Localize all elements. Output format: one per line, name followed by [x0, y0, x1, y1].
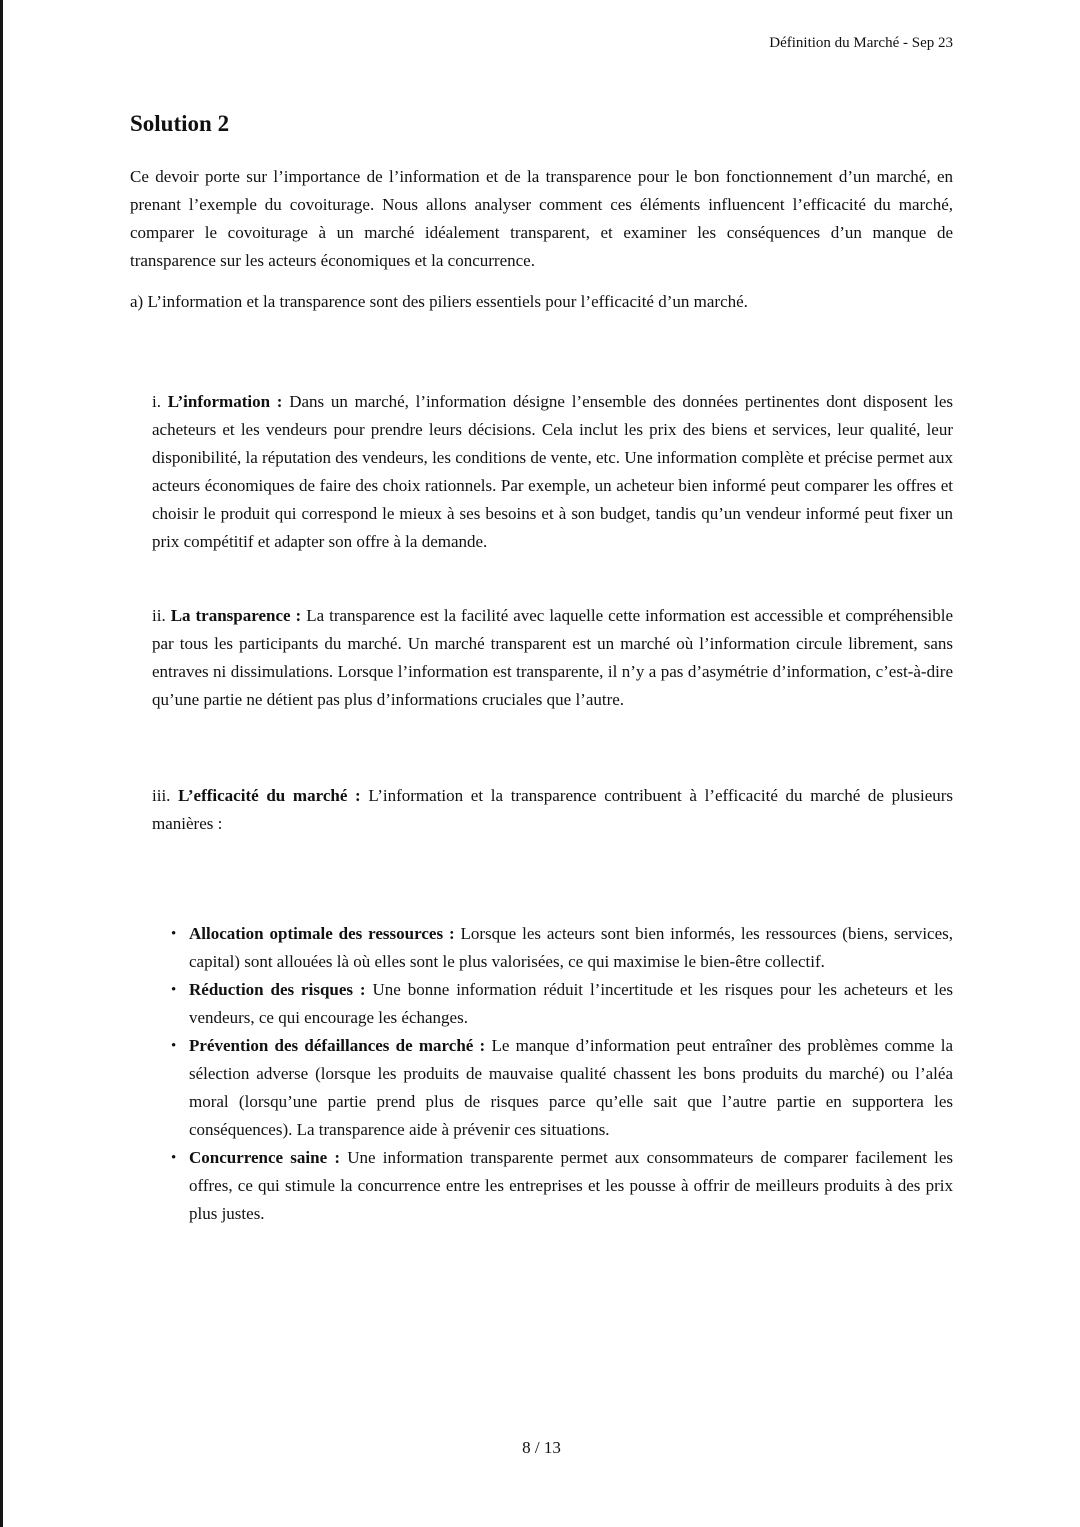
bullet-icon: •: [171, 982, 177, 998]
intro-paragraph: Ce devoir porte sur l’importance de l’information et de la transparence pour le bon fonctionnement d’un marché, en prenant l’exemple du covoiturage. Nous allons analyser comment ces éléments influencent l’efficacité du marché, comparer le covoiturage à un marché idéalement transparent, et examiner les conséquences d’un manque de transparence sur les acteurs économiques et la concurrence.: [130, 167, 953, 270]
header-title: Définition du Marché - Sep 23: [769, 35, 953, 51]
item-lead: L’efficacité du marché :: [178, 786, 361, 805]
roman-item-i: [130, 388, 953, 556]
part-a-statement: a) L’information et la transparence sont des piliers essentiels pour l’efficacité d’un marché.: [130, 292, 748, 311]
bullet-lead: Allocation optimale des ressources :: [189, 924, 455, 943]
item-text: La transparence est la facilité avec laquelle cette information est accessible et compréhensible par tous les participants du marché. Un marché transparent est un marché où l’information circule librement, sans entraves ni dissimulations. Lorsque l’information est transparente, il n’y a pas d’asymétrie d’information, c’est-à-dire qu’une partie ne détient pas plus d’informations cruciales que l’autre.: [152, 606, 954, 709]
item-number: iii.: [152, 786, 171, 805]
item-text: L’information et la transparence contribuent à l’efficacité du marché de plusieurs manières :: [152, 786, 954, 833]
item-number: ii.: [152, 606, 166, 625]
bullet-item: [171, 1144, 953, 1228]
bullet-text: Une information transparente permet aux consommateurs de comparer facilement les offres, ce qui stimule la concurrence entre les entreprises et les pousse à offrir de meilleurs produits à des prix plus justes.: [189, 1148, 954, 1223]
bullet-lead: Concurrence saine :: [189, 1148, 341, 1167]
roman-item-iii: [130, 782, 953, 838]
bullet-lead: Réduction des risques :: [189, 980, 366, 999]
bullet-item: [171, 1032, 953, 1144]
roman-item-ii: [130, 602, 953, 714]
item-text: Dans un marché, l’information désigne l’ensemble des données pertinentes dont disposent les acheteurs et les vendeurs pour prendre leurs décisions. Cela inclut les prix des biens et services, leur qualité, leur disponibilité, la réputation des vendeurs, les conditions de vente, etc. Une information complète et précise permet aux acteurs économiques de faire des choix rationnels. Par exemple, un acheteur bien informé peut comparer les offres et choisir le produit qui correspond le mieux à ses besoins et à son budget, tandis qu’un vendeur informé peut fixer un prix compétitif et adapter son offre à la demande.: [152, 392, 954, 551]
bullet-list: [171, 920, 953, 1228]
bullet-item: [171, 920, 953, 976]
item-number: i.: [152, 392, 161, 411]
bullet-lead: Prévention des défaillances de marché :: [189, 1036, 486, 1055]
bullet-text: Une bonne information réduit l’incertitude et les risques pour les acheteurs et les vendeurs, ce qui encourage les échanges.: [189, 980, 953, 1027]
page-header: [130, 34, 953, 53]
bullet-text: Lorsque les acteurs sont bien informés, les ressources (biens, services, capital) sont allouées là où elles sont le plus valorisées, ce qui maximise le bien-être collectif.: [189, 924, 953, 971]
bullet-item: [171, 976, 953, 1032]
section-title: Solution 2: [130, 111, 230, 136]
bullet-icon: •: [171, 1150, 177, 1166]
bullet-icon: •: [171, 1038, 177, 1054]
bullet-text: Le manque d’information peut entraîner des problèmes comme la sélection adverse (lorsque les produits de mauvaise qualité chassent les bons produits du marché) ou l’aléa moral (lorsqu’une partie prend plus de risques parce qu’elle sait que l’autre partie en supportera les conséquences). La transparence aide à prévenir ces situations.: [189, 1036, 954, 1139]
item-lead: La transparence :: [170, 606, 302, 625]
page-footer: [3, 1437, 1080, 1459]
page-number: 8 / 13: [522, 1438, 561, 1457]
item-lead: L’information :: [167, 392, 283, 411]
bullet-icon: •: [171, 926, 177, 942]
